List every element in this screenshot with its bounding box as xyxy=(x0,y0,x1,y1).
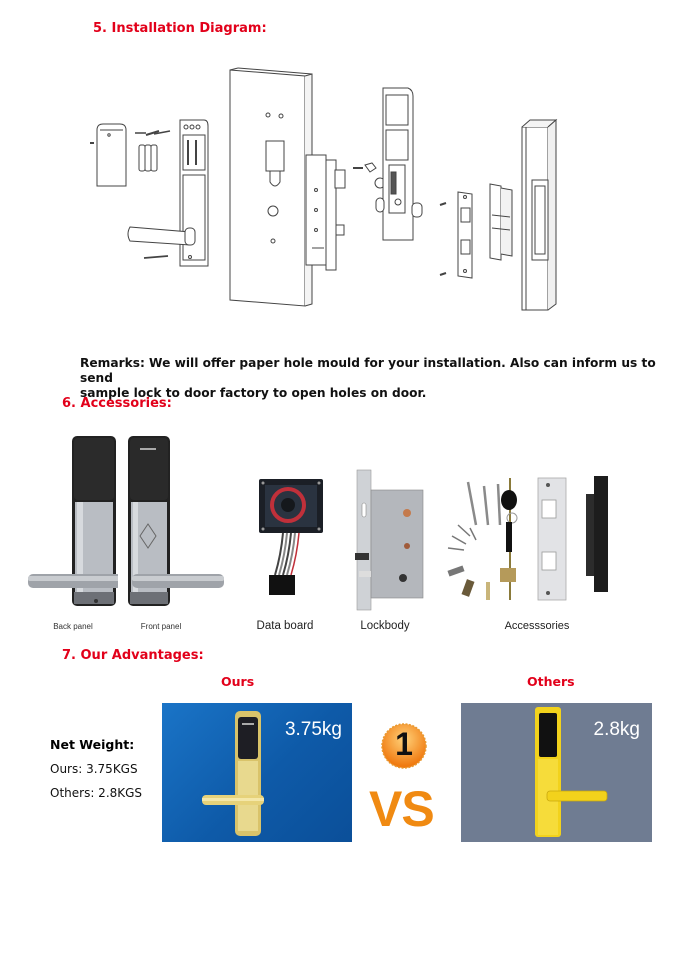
accessories-caption: Accesssories xyxy=(504,620,570,632)
others-photo-weight: 2.8kg xyxy=(593,719,640,740)
net-weight-block xyxy=(50,737,142,800)
badge-number: 1 xyxy=(395,726,413,762)
advantages-heading: 7. Our Advantages: xyxy=(62,648,204,663)
ours-label: Ours xyxy=(221,674,255,689)
lockbody-image xyxy=(355,468,425,618)
accessories-image xyxy=(440,470,620,610)
front-panel-caption: Front panel xyxy=(140,622,182,631)
installation-diagram xyxy=(80,60,600,320)
back-panel-caption: Back panel xyxy=(53,622,93,631)
lockbody-caption: Lockbody xyxy=(360,620,410,632)
back-panel-icon xyxy=(376,88,422,240)
mortise-lockbody-icon xyxy=(306,155,345,270)
installation-heading: 5. Installation Diagram: xyxy=(93,21,267,36)
accessories-heading: 6. Accessories: xyxy=(62,396,172,411)
door-icon xyxy=(230,68,312,306)
spindle-parts-icon xyxy=(353,163,385,188)
ours-product-photo xyxy=(162,703,352,842)
strike-plate-icon xyxy=(440,192,472,278)
data-board-caption: Data board xyxy=(256,620,314,632)
door-frame-icon xyxy=(522,120,556,310)
remarks-line-1: Remarks: We will offer paper hole mould for your installation. Also can inform us to send xyxy=(80,356,656,385)
ours-weight-line: Ours: 3.75KGS xyxy=(50,762,138,776)
data-board-image xyxy=(255,475,335,615)
others-label: Others xyxy=(527,674,575,689)
back-panel-image xyxy=(28,434,118,609)
others-product-photo xyxy=(461,703,652,842)
battery-cover-icon xyxy=(97,124,126,186)
installation-remarks xyxy=(80,356,670,401)
batteries-icon xyxy=(139,145,157,171)
vs-text: VS xyxy=(369,781,434,837)
net-weight-title: Net Weight: xyxy=(50,737,135,752)
strike-box-icon xyxy=(490,184,512,260)
ours-photo-weight: 3.75kg xyxy=(284,719,342,740)
front-panel-image xyxy=(118,434,228,609)
others-weight-line: Others: 2.8KGS xyxy=(50,786,143,800)
front-panel-icon xyxy=(128,120,208,266)
remarks-line-2: sample lock to door factory to open holes on door. xyxy=(80,386,427,400)
rank-badge xyxy=(380,722,428,770)
